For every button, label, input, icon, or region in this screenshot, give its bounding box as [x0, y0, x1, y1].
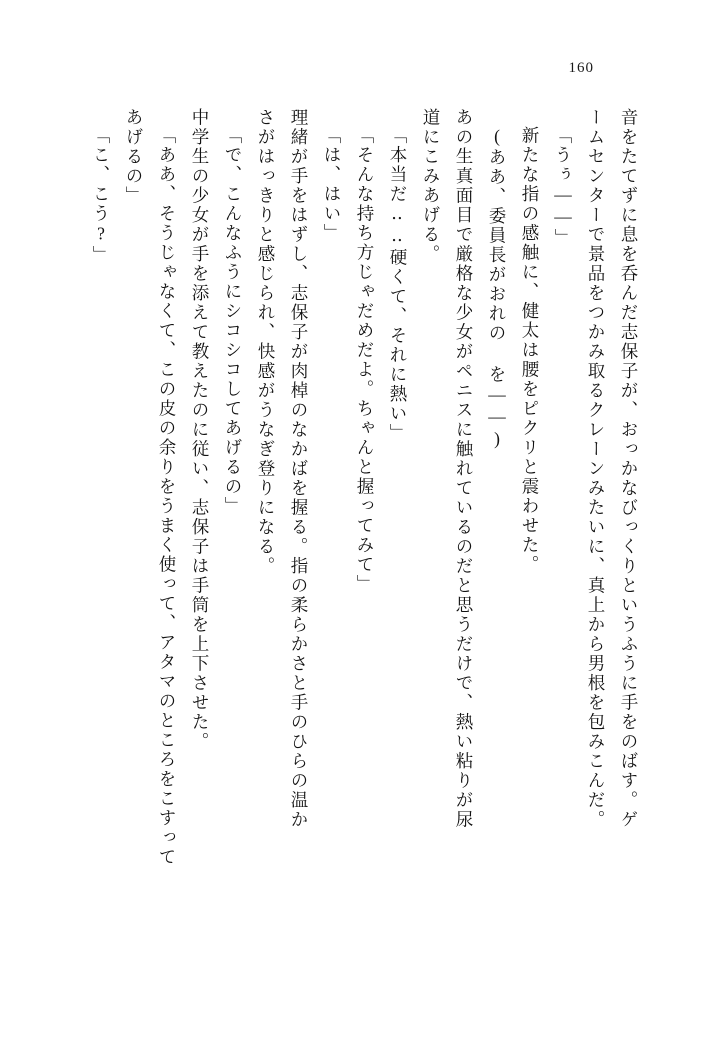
text-column: あげるの」: [124, 108, 144, 206]
text-column: 「で、こんなふうにシコシコしてあげるの」: [223, 126, 243, 516]
text-column: 道にこみあげる。: [421, 108, 441, 264]
text-column: あの生真面目で厳格な少女がペニスに触れているのだと思うだけで、熱い粘りが尿: [454, 108, 474, 830]
text-column: 「そんな持ち方じゃだめだよ。ちゃんと握ってみて」: [355, 126, 375, 594]
text-column: 「ああ、そうじゃなくて、この皮の余りをうまく使って、アタマのところをこすって: [157, 126, 177, 867]
text-column: 「は、はい」: [322, 126, 342, 243]
text-column: 「こ、こう?」: [91, 126, 111, 265]
text-column: 音をたてずに息を呑んだ志保子が、おっかなびっくりというふうに手をのばす。ゲ: [619, 108, 639, 830]
text-column: 「うぅ——」: [553, 126, 573, 248]
page-number: 160: [568, 60, 594, 76]
text-column: さがはっきりと感じられ、快感がうなぎ登りになる。: [256, 108, 276, 576]
vertical-text-block: [70, 108, 637, 988]
text-column: 新たな指の感触に、健太は腰をピクリと震わせた。: [520, 126, 540, 575]
text-column: 理緒が手をはずし、志保子が肉棹のなかばを握る。指の柔らかさと手のひらの温か: [289, 108, 309, 830]
text-column: ームセンターで景品をつかみ取るクレーンみたいに、真上から男根を包みこんだ。: [586, 108, 606, 830]
text-column: 「本当だ‥‥硬くて、それに熱い」: [388, 126, 408, 443]
text-column: 中学生の少女が手を添えて教えたのに従い、志保子は手筒を上下させた。: [190, 108, 210, 752]
text-column: (ああ、委員長がおれの を——): [487, 126, 507, 451]
